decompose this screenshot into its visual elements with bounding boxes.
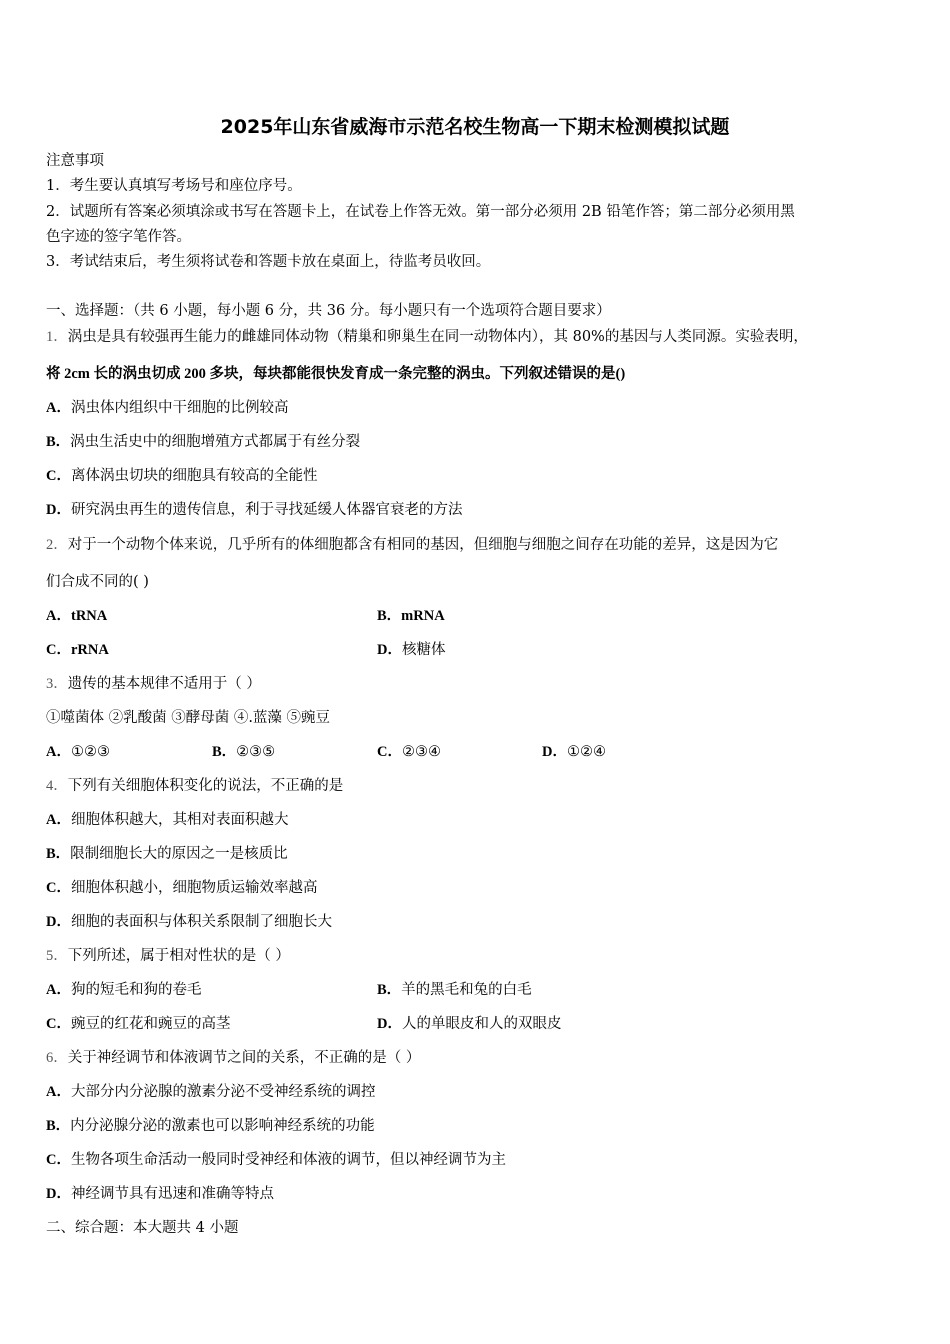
option-label: A． — [46, 744, 71, 760]
option-text: 细胞体积越小，细胞物质运输效率越高 — [70, 880, 318, 896]
question-text: ①噬菌体 ②乳酸菌 ③酵母菌 ④.蓝藻 ⑤豌豆 — [46, 710, 331, 726]
option-a[interactable] — [46, 398, 288, 418]
question-number: 6． — [46, 1050, 68, 1066]
option-text: 豌豆的红花和豌豆的高茎 — [70, 1016, 231, 1032]
option-label: D． — [377, 642, 402, 658]
option-text: ②③⑤ — [236, 744, 276, 760]
option-c[interactable] — [46, 1150, 506, 1170]
option-c[interactable] — [377, 742, 441, 762]
notice-item: 色字迹的签字笔作答。 — [46, 229, 191, 245]
option-d[interactable] — [46, 500, 462, 520]
option-text: 细胞体积越大，其相对表面积越大 — [70, 812, 289, 828]
option-text: 涡虫生活史中的细胞增殖方式都属于有丝分裂 — [70, 434, 361, 450]
option-text: 限制细胞长大的原因之一是核质比 — [70, 846, 288, 862]
question-1-stem — [46, 327, 808, 347]
question-text: 遗传的基本规律不适用于（ ） — [67, 676, 261, 692]
option-b[interactable] — [377, 980, 532, 1000]
option-label: D． — [377, 1016, 402, 1032]
option-text: rRNA — [70, 642, 109, 658]
option-label: A． — [46, 812, 71, 828]
question-6-stem — [46, 1048, 420, 1068]
option-text: ②③④ — [401, 744, 441, 760]
option-label: A． — [46, 608, 71, 624]
option-d[interactable] — [377, 640, 445, 660]
option-a[interactable] — [46, 1082, 375, 1102]
option-b[interactable] — [46, 1116, 375, 1136]
option-label: C． — [46, 642, 71, 658]
question-text: 将 2cm 长的涡虫切成 200 多块，每块都能很快发育成一条完整的涡虫。下列叙述错误的是() — [46, 366, 626, 382]
option-text: 涡虫体内组织中干细胞的比例较高 — [70, 400, 289, 416]
question-number: 1． — [46, 329, 68, 345]
question-number: 4． — [46, 778, 68, 794]
option-d[interactable] — [46, 1184, 274, 1204]
notice-heading: 注意事项 — [46, 153, 104, 169]
option-text: 羊的黑毛和兔的白毛 — [401, 982, 532, 998]
option-label: B． — [212, 744, 237, 760]
option-label: D． — [46, 914, 71, 930]
option-a[interactable] — [46, 742, 110, 762]
notice-item: 3．考试结束后，考生须将试卷和答题卡放在桌面上，待监考员收回。 — [46, 254, 491, 270]
option-label: B． — [46, 434, 71, 450]
section-heading: 一、选择题：（共 6 小题，每小题 6 分，共 36 分。每小题只有一个选项符合题目要求） — [46, 303, 611, 319]
option-text: 人的单眼皮和人的双眼皮 — [401, 1016, 562, 1032]
option-label: B． — [377, 982, 402, 998]
option-b[interactable] — [212, 742, 275, 762]
option-label: D． — [46, 502, 71, 518]
option-label: A． — [46, 982, 71, 998]
option-text: 神经调节具有迅速和准确等特点 — [70, 1186, 274, 1202]
option-label: B． — [46, 846, 71, 862]
question-text: 对于一个动物个体来说，几乎所有的体细胞都含有相同的基因，但细胞与细胞之间存在功能的差异，这是因为它 — [67, 537, 779, 553]
option-label: A． — [46, 400, 71, 416]
option-label: C． — [46, 468, 71, 484]
option-label: B． — [46, 1118, 71, 1134]
question-number: 3． — [46, 676, 68, 692]
option-a[interactable] — [46, 810, 288, 830]
option-b[interactable] — [377, 606, 445, 626]
option-label: C． — [46, 1016, 71, 1032]
question-text: 涡虫是具有较强再生能力的雌雄同体动物（精巢和卵巢生在同一动物体内），其 80%的基因与人类同源。实验表明， — [67, 329, 808, 345]
option-text: mRNA — [401, 608, 445, 624]
option-label: B． — [377, 608, 402, 624]
option-text: 核糖体 — [401, 642, 446, 658]
option-d[interactable] — [46, 912, 332, 932]
option-a[interactable] — [46, 980, 201, 1000]
question-text: 们合成不同的( ) — [46, 574, 149, 590]
question-3-stem — [46, 674, 261, 694]
option-label: A． — [46, 1084, 71, 1100]
option-text: 内分泌腺分泌的激素也可以影响神经系统的功能 — [70, 1118, 375, 1134]
option-text: ①②④ — [566, 744, 606, 760]
question-5-stem — [46, 946, 290, 966]
question-text: 下列有关细胞体积变化的说法，不正确的是 — [67, 778, 344, 794]
option-text: 生物各项生命活动一般同时受神经和体液的调节，但以神经调节为主 — [70, 1152, 506, 1168]
question-text: 下列所述，属于相对性状的是（ ） — [67, 948, 290, 964]
question-2-stem — [46, 535, 778, 555]
option-d[interactable] — [377, 1014, 561, 1034]
page-title: 2025年山东省威海市示范名校生物高一下期末检测模拟试题 — [220, 116, 730, 138]
option-a[interactable] — [46, 606, 107, 626]
option-text: 大部分内分泌腺的激素分泌不受神经系统的调控 — [70, 1084, 376, 1100]
option-text: 研究涡虫再生的遗传信息，利于寻找延缓人体器官衰老的方法 — [70, 502, 463, 518]
option-c[interactable] — [46, 466, 317, 486]
option-label: C． — [46, 1152, 71, 1168]
option-text: tRNA — [70, 608, 108, 624]
question-number: 2． — [46, 537, 68, 553]
option-c[interactable] — [46, 1014, 230, 1034]
notice-item: 1．考生要认真填写考场号和座位序号。 — [46, 178, 302, 194]
option-c[interactable] — [46, 640, 109, 660]
option-label: C． — [46, 880, 71, 896]
option-label: D． — [46, 1186, 71, 1202]
section-heading: 二、综合题：本大题共 4 小题 — [46, 1220, 239, 1236]
question-number: 5． — [46, 948, 68, 964]
option-label: D． — [542, 744, 567, 760]
option-text: 细胞的表面积与体积关系限制了细胞长大 — [70, 914, 332, 930]
option-b[interactable] — [46, 432, 360, 452]
notice-item: 2．试题所有答案必须填涂或书写在答题卡上，在试卷上作答无效。第一部分必须用 2B 铅笔作答；第二部分必须用黑 — [46, 204, 795, 220]
question-4-stem — [46, 776, 343, 796]
option-d[interactable] — [542, 742, 606, 762]
option-c[interactable] — [46, 878, 317, 898]
option-text: 狗的短毛和狗的卷毛 — [70, 982, 202, 998]
option-label: C． — [377, 744, 402, 760]
option-text: 离体涡虫切块的细胞具有较高的全能性 — [70, 468, 318, 484]
option-b[interactable] — [46, 844, 288, 864]
option-text: ①②③ — [70, 744, 110, 760]
question-text: 关于神经调节和体液调节之间的关系，不正确的是（ ） — [67, 1050, 421, 1066]
